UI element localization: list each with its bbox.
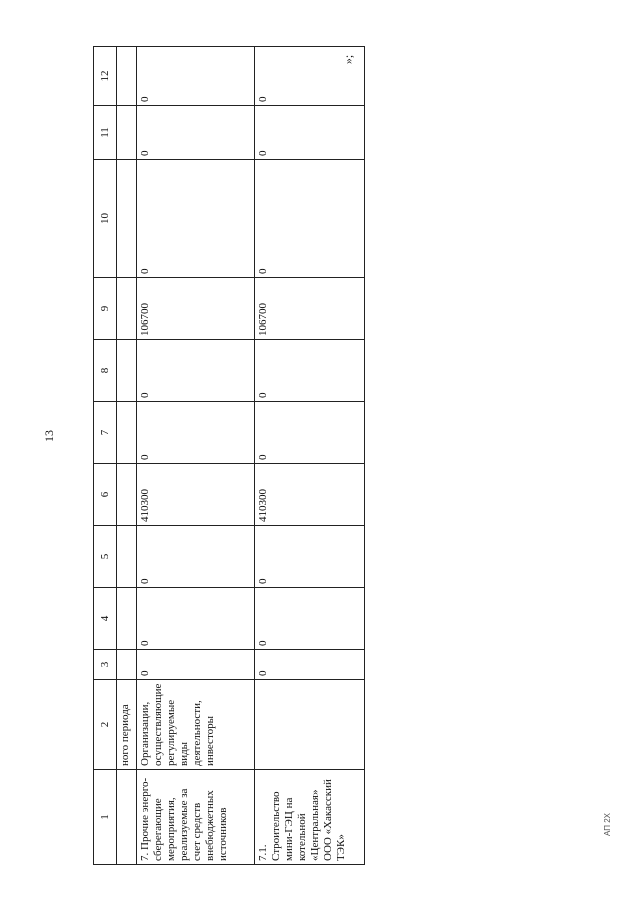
col-number: 8	[94, 340, 117, 402]
value-cell: 0	[137, 402, 255, 464]
continued-row	[117, 47, 137, 865]
program-table	[93, 46, 365, 865]
value-cell: 0	[137, 526, 255, 588]
table-cell: ного периода	[117, 680, 137, 770]
col-number: 7	[94, 402, 117, 464]
table-row	[255, 47, 365, 865]
value-cell: 106700	[255, 278, 365, 340]
value-cell: 410300	[255, 464, 365, 526]
value-cell: 0	[255, 340, 365, 402]
page-number: 13	[42, 430, 56, 442]
trailing-text: »;	[341, 54, 356, 65]
col-number: 12	[94, 47, 117, 106]
row-executor	[255, 680, 365, 770]
value-cell: 0	[137, 650, 255, 680]
row-name: 7.1. Строительство мини-ГЭЦ на котельной «Центральная» ООО «Хакасский ТЭК»	[255, 770, 365, 865]
value-cell: 0	[255, 402, 365, 464]
value-cell: 0	[137, 106, 255, 160]
table-cell	[117, 770, 137, 865]
row-executor: Организации, осуществляющие регулируемые виды деятельности, инвесторы	[137, 680, 255, 770]
value-cell: 0	[255, 650, 365, 680]
footer-mark: АП 2Х	[603, 812, 613, 837]
value-cell: 0	[137, 340, 255, 402]
value-cell: 0	[137, 47, 255, 106]
value-cell: 0	[255, 106, 365, 160]
col-number: 10	[94, 160, 117, 278]
table-row	[137, 47, 255, 865]
col-number: 4	[94, 588, 117, 650]
col-number: 5	[94, 526, 117, 588]
rotated-page	[93, 25, 363, 865]
value-cell: 0	[255, 160, 365, 278]
col-number: 1	[94, 770, 117, 865]
value-cell: 106700	[137, 278, 255, 340]
col-number: 6	[94, 464, 117, 526]
value-cell: 0	[137, 588, 255, 650]
value-cell: 0	[255, 47, 365, 106]
value-cell: 0	[255, 526, 365, 588]
value-cell: 0	[137, 160, 255, 278]
row-name: 7. Прочие энерго-сберегающие мероприятия, реализуемые за счет средств внебюджетных источников	[137, 770, 255, 865]
col-number: 3	[94, 650, 117, 680]
col-number: 2	[94, 680, 117, 770]
col-number: 9	[94, 278, 117, 340]
value-cell: 0	[255, 588, 365, 650]
col-number: 11	[94, 106, 117, 160]
value-cell: 410300	[137, 464, 255, 526]
column-number-row	[94, 47, 117, 865]
